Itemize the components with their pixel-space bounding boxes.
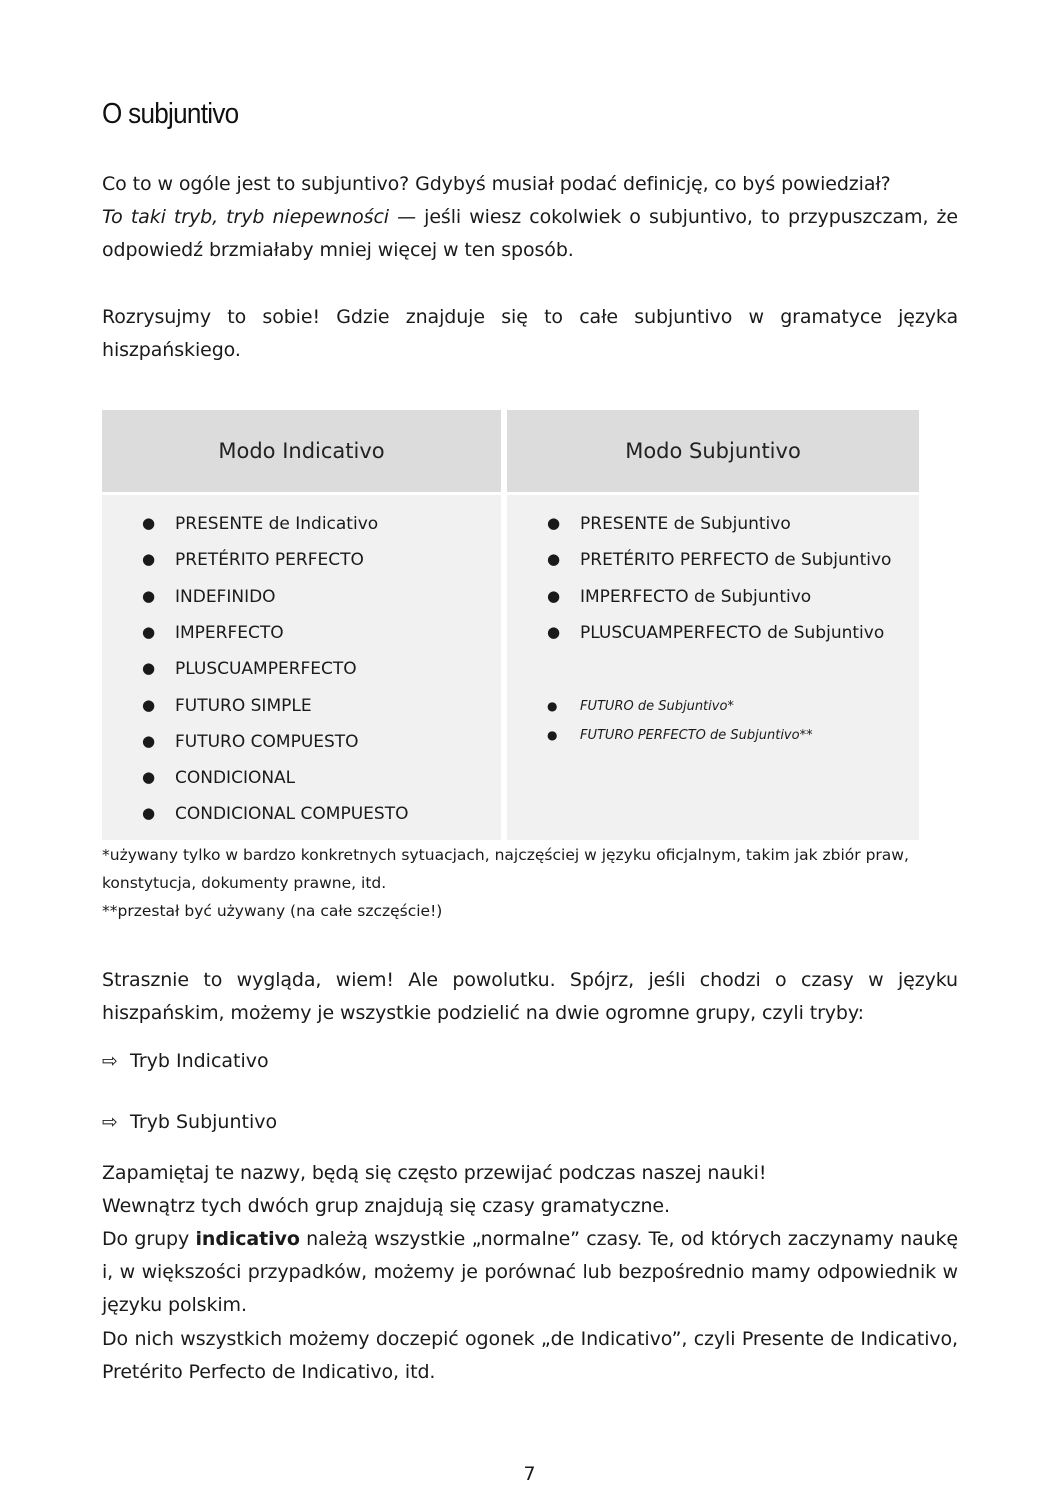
footnote-line-3: **przestał być używany (na całe szczęście!): [102, 902, 443, 920]
table-header-indicativo: Modo Indicativo: [102, 410, 501, 492]
indicativo-tense-label: PRESENTE de Indicativo: [175, 514, 379, 534]
intro-line-2-rest: — jeśli wiesz cokolwiek o subjuntivo, to przypuszczam, że: [388, 206, 958, 228]
bullet-icon: ●: [547, 586, 561, 605]
indicativo-tense-label: CONDICIONAL: [175, 768, 296, 789]
bullet-icon: ●: [547, 514, 561, 532]
indicativo-tense-label: FUTURO SIMPLE: [175, 695, 312, 716]
bullet-icon: ●: [142, 514, 156, 532]
bullet-icon: ●: [547, 728, 558, 742]
footnote-line-1: *używany tylko w bardzo konkretnych sytuacjach, najczęściej w języku oficjalnym, takim jak zbiór praw,: [102, 846, 909, 864]
bullet-icon: ●: [142, 550, 156, 569]
arrow-item-label: Tryb Subjuntivo: [130, 1111, 278, 1133]
subjuntivo-tense-label: PRETÉRITO PERFECTO de Subjuntivo: [580, 550, 892, 571]
para4-line-4: i, w większości przypadków, możemy je porównać lub bezpośrednio mamy odpowiednik w: [102, 1261, 958, 1283]
intro-line-1: Co to w ogóle jest to subjuntivo? Gdybyś musiał podać definicję, co byś powiedział?: [102, 173, 891, 195]
page-number: 7: [523, 1463, 536, 1485]
subjuntivo-tense-label: IMPERFECTO de Subjuntivo: [580, 586, 812, 607]
para4-line-3-pre: Do grupy: [102, 1228, 196, 1250]
intro-line-3: odpowiedź brzmiałaby mniej więcej w ten sposób.: [102, 239, 574, 261]
bullet-icon: ●: [142, 731, 156, 750]
bullet-icon: ●: [142, 586, 156, 605]
table-cell-subjuntivo: [507, 495, 919, 840]
right-arrow-icon: ⇨: [102, 1111, 118, 1133]
intro-line-2: [102, 201, 958, 234]
para4-line-2: Wewnątrz tych dwóch grup znajdują się czasy gramatyczne.: [102, 1195, 670, 1217]
indicativo-tense-label: PRETÉRITO PERFECTO: [175, 550, 364, 571]
para4-line-3: [102, 1223, 958, 1256]
para4-line-3-post: należą wszystkie „normalne” czasy. Te, od których zaczynamy naukę: [299, 1228, 958, 1250]
right-arrow-icon: ⇨: [102, 1050, 118, 1072]
para4-line-1: Zapamiętaj te nazwy, będą się często przewijać podczas naszej nauki!: [102, 1162, 767, 1184]
subjuntivo-tense-rare-label: FUTURO de Subjuntivo*: [580, 699, 734, 714]
bullet-icon: ●: [142, 622, 156, 641]
arrow-item-indicativo: [102, 1050, 269, 1072]
subjuntivo-tense-label: PRESENTE de Subjuntivo: [580, 514, 791, 534]
indicativo-tense-label: PLUSCUAMPERFECTO: [175, 659, 357, 680]
modes-table: [102, 410, 919, 840]
arrow-item-label: Tryb Indicativo: [130, 1050, 269, 1072]
bullet-icon: ●: [142, 695, 156, 714]
page-title: O subjuntivo: [102, 98, 239, 130]
para4-line-5: języku polskim.: [102, 1294, 247, 1316]
indicativo-tense-label: IMPERFECTO: [175, 622, 284, 643]
bullet-icon: ●: [142, 768, 156, 787]
indicativo-tense-label: INDEFINIDO: [175, 586, 276, 607]
table-cell-indicativo: [102, 495, 501, 840]
para3-line-1: Strasznie to wygląda, wiem! Ale powolutku. Spójrz, jeśli chodzi o czasy w języku: [102, 969, 958, 991]
bullet-icon: ●: [142, 659, 156, 678]
para4-line-6: Do nich wszystkich możemy doczepić ogonek „de Indicativo”, czyli Presente de Indicativo,: [102, 1328, 958, 1350]
indicativo-tense-label: CONDICIONAL COMPUESTO: [175, 804, 409, 825]
bullet-icon: ●: [142, 804, 156, 823]
bullet-icon: ●: [547, 699, 558, 713]
indicativo-tense-label: FUTURO COMPUESTO: [175, 731, 359, 752]
bullet-icon: ●: [547, 550, 561, 569]
subjuntivo-tense-label: PLUSCUAMPERFECTO de Subjuntivo: [580, 622, 885, 643]
intro-italic-definition: To taki tryb, tryb niepewności: [102, 206, 389, 228]
table-header-subjuntivo: Modo Subjuntivo: [507, 410, 919, 492]
subjuntivo-tense-rare-label: FUTURO PERFECTO de Subjuntivo**: [580, 728, 813, 743]
para4-line-7: Pretérito Perfecto de Indicativo, itd.: [102, 1361, 436, 1383]
para3-line-2: hiszpańskim, możemy je wszystkie podzielić na dwie ogromne grupy, czyli tryby:: [102, 1002, 864, 1024]
para2-line-2: hiszpańskiego.: [102, 339, 241, 361]
bullet-icon: ●: [547, 622, 561, 641]
para2-line-1: Rozrysujmy to sobie! Gdzie znajduje się to całe subjuntivo w gramatyce języka: [102, 306, 958, 328]
bold-indicativo: indicativo: [195, 1228, 300, 1250]
arrow-item-subjuntivo: [102, 1111, 277, 1133]
footnote-line-2: konstytucja, dokumenty prawne, itd.: [102, 874, 387, 892]
